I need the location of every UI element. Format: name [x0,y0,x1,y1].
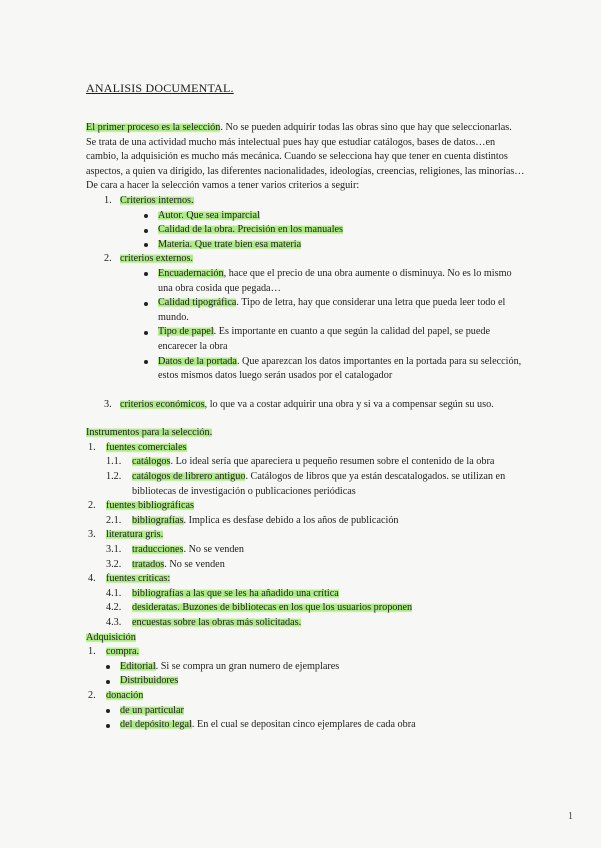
list-number: 1. [88,646,96,658]
highlighted-text: tratados [132,558,165,570]
list-number: 4.1. [106,587,122,599]
list-number: 2. [104,253,112,265]
highlighted-text: encuestas sobre las obras más solicitadas. [132,617,302,628]
criterio-label: Criterios internos. [120,194,194,206]
instrument-group [86,441,526,456]
instrumentos-list [86,441,526,631]
list-item [86,355,526,384]
item-text: . Es importante en cuanto a que según la calidad del papel, se puede encarecer la obra [158,326,491,352]
list-number: 4.2. [106,602,122,614]
criterio-bullets [86,209,526,253]
list-number: 4.3. [106,617,122,628]
item-text: , lo que va a costar adquirir una obra y si va a compensar según su uso. [204,398,494,410]
list-number: 3.1. [106,544,122,556]
adquisicion-bullets [86,660,526,689]
list-number: 2. [88,689,96,701]
item-text: , hace que el precio de una obra aumente o disminuya. No es lo mismo una obra cosida que pegada… [158,267,512,294]
criterio-label: criterios económicos [120,398,205,410]
list-number: 3. [88,529,96,541]
item-text: . Catálogos de libros que ya están descatalogados. se utilizan en bibliotecas de investigación o publicaciones periódicas [132,471,506,497]
highlighted-text: Autor. Que sea imparcial [158,209,260,221]
adquisicion-list [86,645,526,733]
highlighted-text: fuentes bibliográficas [106,500,194,512]
list-item [86,704,526,719]
highlighted-text: Materia. Que trate bien esa materia [158,238,302,250]
criterio-bullets [86,267,526,384]
item-text: . Que aparezcan los datos importantes en la portada para su selección, estos mismos datos luego serán usados por el catalogador [158,355,522,382]
highlighted-text: fuentes críticas: [106,573,171,585]
criterio-label: criterios externos. [120,253,193,265]
criterios-list [86,194,526,412]
highlighted-text: compra. [106,646,140,658]
item-text: . En el cual se depositan cinco ejemplares de cada obra [191,719,416,731]
highlighted-text: bibliografías [132,514,184,526]
instrument-group [86,499,526,514]
highlighted-text: del depósito legal [120,719,192,731]
highlighted-text: Adquisición [86,631,136,643]
item-text: . Si se compra un gran numero de ejemplares [155,660,340,672]
list-item [86,296,526,325]
list-item [86,660,526,675]
highlighted-text: Encuadernación [158,267,224,279]
criterio-item [86,252,526,267]
instrument-group [86,528,526,543]
highlighted-text: bibliografías a las que se les ha añadido una crítica [132,587,339,599]
highlighted-text: donación [106,689,144,701]
item-text: . No se venden [183,544,245,556]
instrument-sub [86,514,526,529]
paragraph-text: . No se pueden adquirir todas las obras sino que hay que seleccionarlas. [220,122,512,133]
list-number: 4. [88,573,96,585]
intro-paragraph: De cara a hacer la selección vamos a tener varios criterios a seguir: [86,180,360,192]
criterio-item [86,398,526,413]
highlighted-text: Datos de la portada [158,355,237,367]
highlighted-text: catálogos de librero antiguo [132,471,246,483]
list-item [86,674,526,689]
item-text: . No se venden [164,558,225,570]
list-item [86,223,526,238]
list-number: 1.1. [106,456,122,468]
instrument-sub [86,558,526,573]
criterio-item [86,194,526,209]
item-text: . Implica es desfase debido a los años de publicación [183,514,399,526]
highlighted-text: . Buzones de bibliotecas en los que los usuarios proponen [177,602,413,614]
list-number: 2.1. [106,514,122,526]
highlighted-text: desideratas [132,602,178,614]
instrument-sub [86,587,526,602]
highlighted-text: El primer proceso es la selección [86,122,221,133]
spacer [86,412,526,426]
adquisicion-bullets [86,704,526,733]
instrument-sub [86,543,526,558]
highlighted-text: traducciones [132,544,184,556]
list-number: 1. [88,441,96,453]
highlighted-text: Editorial [120,660,156,672]
list-item [86,267,526,296]
adquisicion-group [86,689,526,704]
highlighted-text: de un particular [120,704,184,716]
highlighted-text: fuentes comerciales [106,441,187,453]
spacer [86,384,526,398]
list-item [86,325,526,354]
highlighted-text: Calidad tipográfica [158,297,237,309]
list-item [86,238,526,253]
highlighted-text: Instrumentos para la selección. [86,427,213,439]
list-number: 3.2. [106,558,122,570]
highlighted-text: catálogos [132,456,171,468]
intro-paragraph: Se trata de una actividad mucho más intelectual pues hay que estudiar catálogos, bases de datos…en cambio, la adquisición es mucho más mecánica. Cuando se selecciona hay que tener en cuenta distintos aspectos, a quien va dirigido, las diferentes nacionalidades, ideologías, creencias, religiones, las minorías… [86,136,525,177]
list-number: 1.2. [106,471,122,483]
list-item [86,209,526,224]
instrument-group [86,572,526,587]
item-text: . Lo ideal sería que apareciera u pequeño resumen sobre el contenido de la obra [170,456,495,468]
highlighted-text: literatura gris. [106,529,164,541]
list-number: 1. [104,194,112,206]
instrument-sub [86,601,526,616]
document-body [86,121,526,733]
page-title: ANALISIS DOCUMENTAL. [86,81,234,95]
section-heading [86,426,526,441]
highlighted-text: Distribuidores [120,675,179,687]
intro-paragraph [86,121,526,136]
page-number: 1 [568,811,573,822]
item-text: . Tipo de letra, hay que considerar una letra que pueda leer todo el mundo. [158,297,506,323]
adquisicion-group [86,645,526,660]
instrument-sub [86,470,526,499]
section-heading [86,631,526,646]
highlighted-text: Calidad de la obra. Precisión en los manuales [158,224,344,236]
list-item [86,718,526,733]
list-number: 3. [104,398,112,410]
instrument-sub [86,455,526,470]
list-number: 2. [88,500,96,512]
highlighted-text: Tipo de papel [158,326,214,338]
instrument-sub [86,616,526,631]
